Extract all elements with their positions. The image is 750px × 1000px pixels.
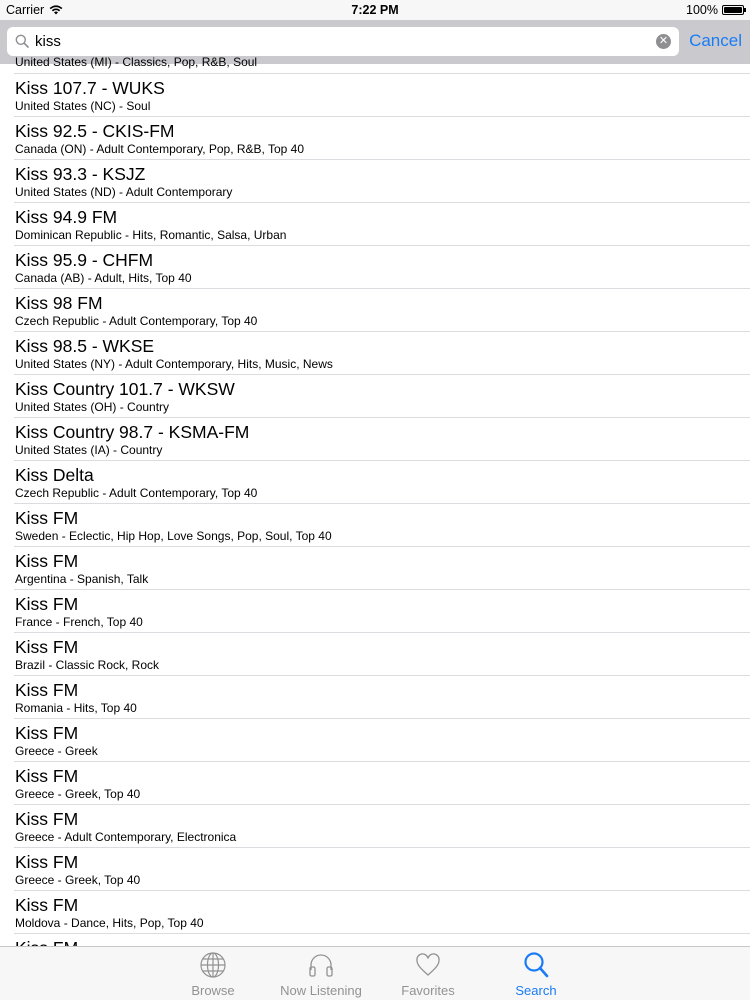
tab-label: Browse — [191, 983, 235, 998]
row-subtitle: United States (NY) - Adult Contemporary, Hits, Music, News — [15, 357, 333, 371]
tab-favorites[interactable] — [378, 951, 478, 998]
row-subtitle: United States (IA) - Country — [15, 443, 163, 457]
battery-fill — [724, 7, 742, 13]
row-subtitle: Czech Republic - Adult Contemporary, Top 40 — [15, 314, 258, 328]
tab-browse[interactable] — [163, 951, 263, 998]
table-row[interactable] — [14, 246, 750, 289]
tab-label: Search — [515, 983, 557, 998]
table-row[interactable] — [14, 547, 750, 590]
row-subtitle: Moldova - Dance, Hits, Pop, Top 40 — [15, 916, 204, 930]
clear-icon[interactable]: ✕ — [656, 34, 671, 49]
row-title: Kiss FM — [15, 895, 79, 915]
row-title: Kiss 95.9 - CHFM — [15, 250, 154, 270]
headphones-icon — [307, 951, 335, 979]
table-row[interactable] — [14, 805, 750, 848]
row-title: Kiss 92.5 - CKIS-FM — [15, 121, 175, 141]
row-title: Kiss 98.5 - WKSE — [15, 336, 155, 356]
row-subtitle: Canada (AB) - Adult, Hits, Top 40 — [15, 271, 192, 285]
table-row[interactable] — [14, 461, 750, 504]
row-title: Kiss 107.7 - WUKS — [15, 78, 165, 98]
row-subtitle: Brazil - Classic Rock, Rock — [15, 658, 160, 672]
tab-search[interactable] — [486, 951, 586, 998]
table-row[interactable] — [14, 203, 750, 246]
tab-now-listening[interactable] — [270, 951, 372, 998]
row-title: Kiss Country 101.7 - WKSW — [15, 379, 235, 399]
row-subtitle: Greece - Greek, Top 40 — [15, 787, 141, 801]
row-subtitle: Greece - Adult Contemporary, Electronica — [15, 830, 237, 844]
row-title: Kiss FM — [15, 508, 79, 528]
row-subtitle: Czech Republic - Adult Contemporary, Top 40 — [15, 486, 258, 500]
battery-percent: 100% — [686, 3, 718, 17]
row-subtitle: Sweden - Eclectic, Hip Hop, Love Songs, Pop, Soul, Top 40 — [15, 529, 332, 543]
table-row[interactable] — [14, 160, 750, 203]
results-scroll — [0, 50, 750, 977]
row-subtitle: Argentina - Spanish, Talk — [15, 572, 149, 586]
status-time: 7:22 PM — [351, 3, 399, 17]
cancel-button[interactable]: Cancel — [689, 31, 742, 50]
table-row[interactable] — [14, 289, 750, 332]
row-title: Kiss FM — [15, 680, 79, 700]
table-row[interactable] — [14, 418, 750, 461]
row-subtitle: Romania - Hits, Top 40 — [15, 701, 137, 715]
table-row[interactable] — [14, 332, 750, 375]
tab-bar — [0, 946, 750, 1000]
row-subtitle: Greece - Greek — [15, 744, 98, 758]
row-title: Kiss 94.9 FM — [15, 207, 118, 227]
results-list[interactable] — [0, 55, 750, 946]
row-title: Kiss 93.3 - KSJZ — [15, 164, 146, 184]
globe-icon — [199, 951, 227, 979]
search-input[interactable] — [35, 33, 635, 50]
row-subtitle: France - French, Top 40 — [15, 615, 143, 629]
table-row[interactable] — [14, 719, 750, 762]
table-row-partial-top[interactable] — [14, 50, 750, 74]
search-icon — [15, 34, 29, 48]
table-row[interactable] — [14, 848, 750, 891]
row-title: Kiss FM — [15, 809, 79, 829]
row-title: Kiss FM — [15, 766, 79, 786]
row-title: Kiss Country 98.7 - KSMA-FM — [15, 422, 250, 442]
table-row[interactable] — [14, 633, 750, 676]
carrier-label: Carrier — [6, 3, 45, 17]
heart-icon — [414, 951, 442, 979]
row-subtitle: Dominican Republic - Hits, Romantic, Salsa, Urban — [15, 228, 287, 242]
row-subtitle: United States (OH) - Country — [15, 400, 170, 414]
status-bar — [0, 0, 750, 20]
row-title: Kiss FM — [15, 637, 79, 657]
search-icon — [522, 951, 550, 979]
table-row[interactable] — [14, 74, 750, 117]
row-title: Kiss FM — [15, 852, 79, 872]
table-row[interactable] — [14, 762, 750, 805]
table-row[interactable] — [14, 891, 750, 934]
row-title: Kiss 98 FM — [15, 293, 103, 313]
tab-label: Now Listening — [280, 983, 362, 998]
row-title: Kiss FM — [15, 723, 79, 743]
table-row[interactable] — [14, 504, 750, 547]
row-title: Kiss Delta — [15, 465, 94, 485]
row-subtitle: Greece - Greek, Top 40 — [15, 873, 141, 887]
battery-icon — [722, 5, 744, 15]
tab-label: Favorites — [401, 983, 455, 998]
row-subtitle: United States (MI) - Classics, Pop, R&B, Soul — [15, 55, 258, 69]
table-row[interactable] — [14, 676, 750, 719]
table-row[interactable] — [14, 375, 750, 418]
status-right — [686, 3, 744, 17]
row-title: Kiss FM — [15, 551, 79, 571]
row-subtitle: Canada (ON) - Adult Contemporary, Pop, R&B, Top 40 — [15, 142, 305, 156]
table-row[interactable] — [14, 117, 750, 160]
row-subtitle: United States (ND) - Adult Contemporary — [15, 185, 233, 199]
row-title: Kiss FM — [15, 594, 79, 614]
table-row[interactable] — [14, 590, 750, 633]
row-subtitle: United States (NC) - Soul — [15, 99, 151, 113]
